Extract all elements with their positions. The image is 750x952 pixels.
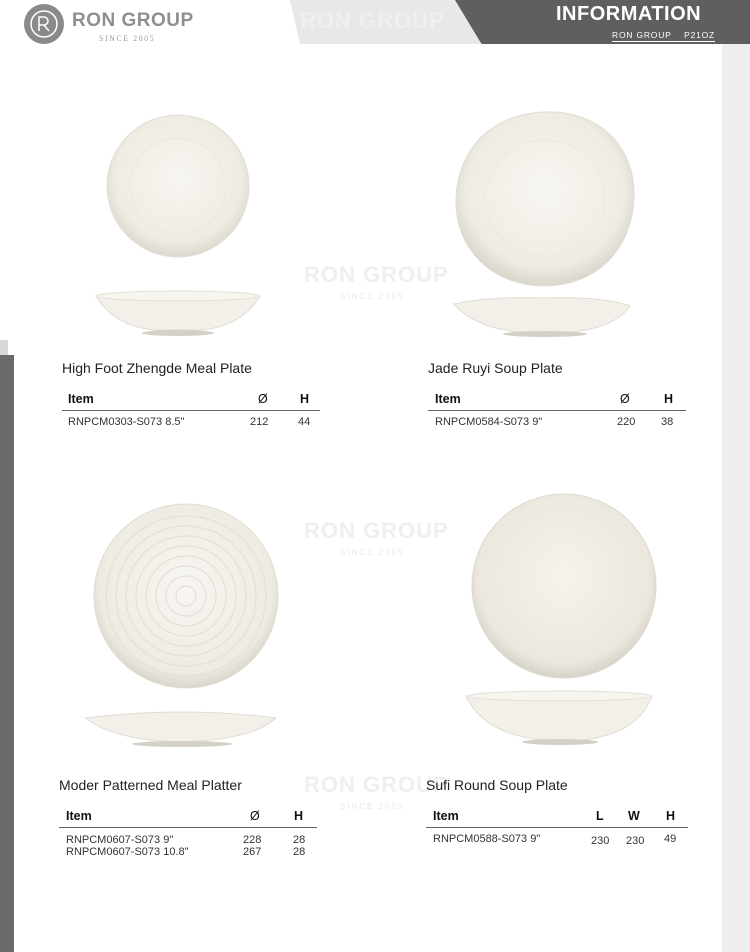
spec-table (59, 807, 317, 867)
table-cell-height: 28 (293, 834, 306, 846)
column-header-height: H (300, 392, 310, 406)
watermark-text: RON GROUP (304, 262, 449, 287)
watermark-since: SINCE 2005 (340, 548, 405, 557)
table-cell-diameter: 220 (617, 416, 636, 428)
column-header-length: L (596, 809, 604, 823)
spec-table (62, 390, 320, 440)
product-title: High Foot Zhengde Meal Plate (62, 360, 252, 376)
right-edge-band (722, 44, 750, 952)
spec-table (426, 807, 688, 857)
table-cell-length: 230 (591, 835, 610, 847)
column-header-item: Item (66, 809, 92, 823)
table-cell-item: RNPCM0588-S073 9" (433, 833, 541, 845)
spec-table-header (62, 390, 320, 411)
sufi-soup-plate-image (462, 490, 657, 750)
jade-ruyi-plate-image (450, 110, 640, 340)
watermark-text: RON GROUP (300, 8, 445, 33)
brand-since: SINCE 2005 (99, 34, 156, 43)
table-cell-item: RNPCM0303-S073 8.5" (68, 416, 185, 428)
column-header-height: H (664, 392, 674, 406)
left-edge-band (0, 355, 14, 952)
table-cell-height: 44 (298, 416, 311, 428)
table-cell-item: RNPCM0607-S073 10.8" (66, 846, 189, 858)
watermark-text: RON GROUP (304, 518, 449, 543)
section-subtitle: RON GROUP P21OZ (612, 30, 716, 40)
column-header-diameter: Ø (258, 392, 268, 406)
watermark-text: RON GROUP (304, 772, 449, 797)
section-title: INFORMATION (556, 3, 702, 25)
column-header-item: Item (433, 809, 459, 823)
watermark-since: SINCE 2005 (340, 802, 405, 811)
column-header-item: Item (68, 392, 94, 406)
table-cell-width: 230 (626, 835, 645, 847)
watermark-since: SINCE 2005 (340, 292, 405, 301)
table-cell-diameter: 267 (243, 846, 262, 858)
column-header-height: H (666, 809, 676, 823)
table-cell-diameter: 212 (250, 416, 269, 428)
spec-table-header (426, 807, 688, 828)
column-header-diameter: Ø (250, 809, 260, 823)
spec-table (428, 390, 686, 440)
product-title: Moder Patterned Meal Platter (59, 777, 242, 793)
column-header-width: W (628, 809, 640, 823)
table-cell-item: RNPCM0607-S073 9" (66, 834, 174, 846)
patterned-platter-image (82, 500, 282, 750)
spec-table-header (59, 807, 317, 828)
column-header-diameter: Ø (620, 392, 630, 406)
product-title: Sufi Round Soup Plate (426, 777, 568, 793)
column-header-item: Item (435, 392, 461, 406)
table-cell-height: 38 (661, 416, 674, 428)
table-cell-item: RNPCM0584-S073 9" (435, 416, 543, 428)
brand-logo-icon (24, 4, 64, 44)
table-cell-height: 28 (293, 846, 306, 858)
spec-table-header (428, 390, 686, 411)
high-foot-plate-image (92, 114, 267, 339)
product-title: Jade Ruyi Soup Plate (428, 360, 563, 376)
brand-name: RON GROUP (72, 10, 194, 31)
column-header-height: H (294, 809, 304, 823)
table-cell-height: 49 (664, 833, 677, 845)
table-cell-diameter: 228 (243, 834, 262, 846)
